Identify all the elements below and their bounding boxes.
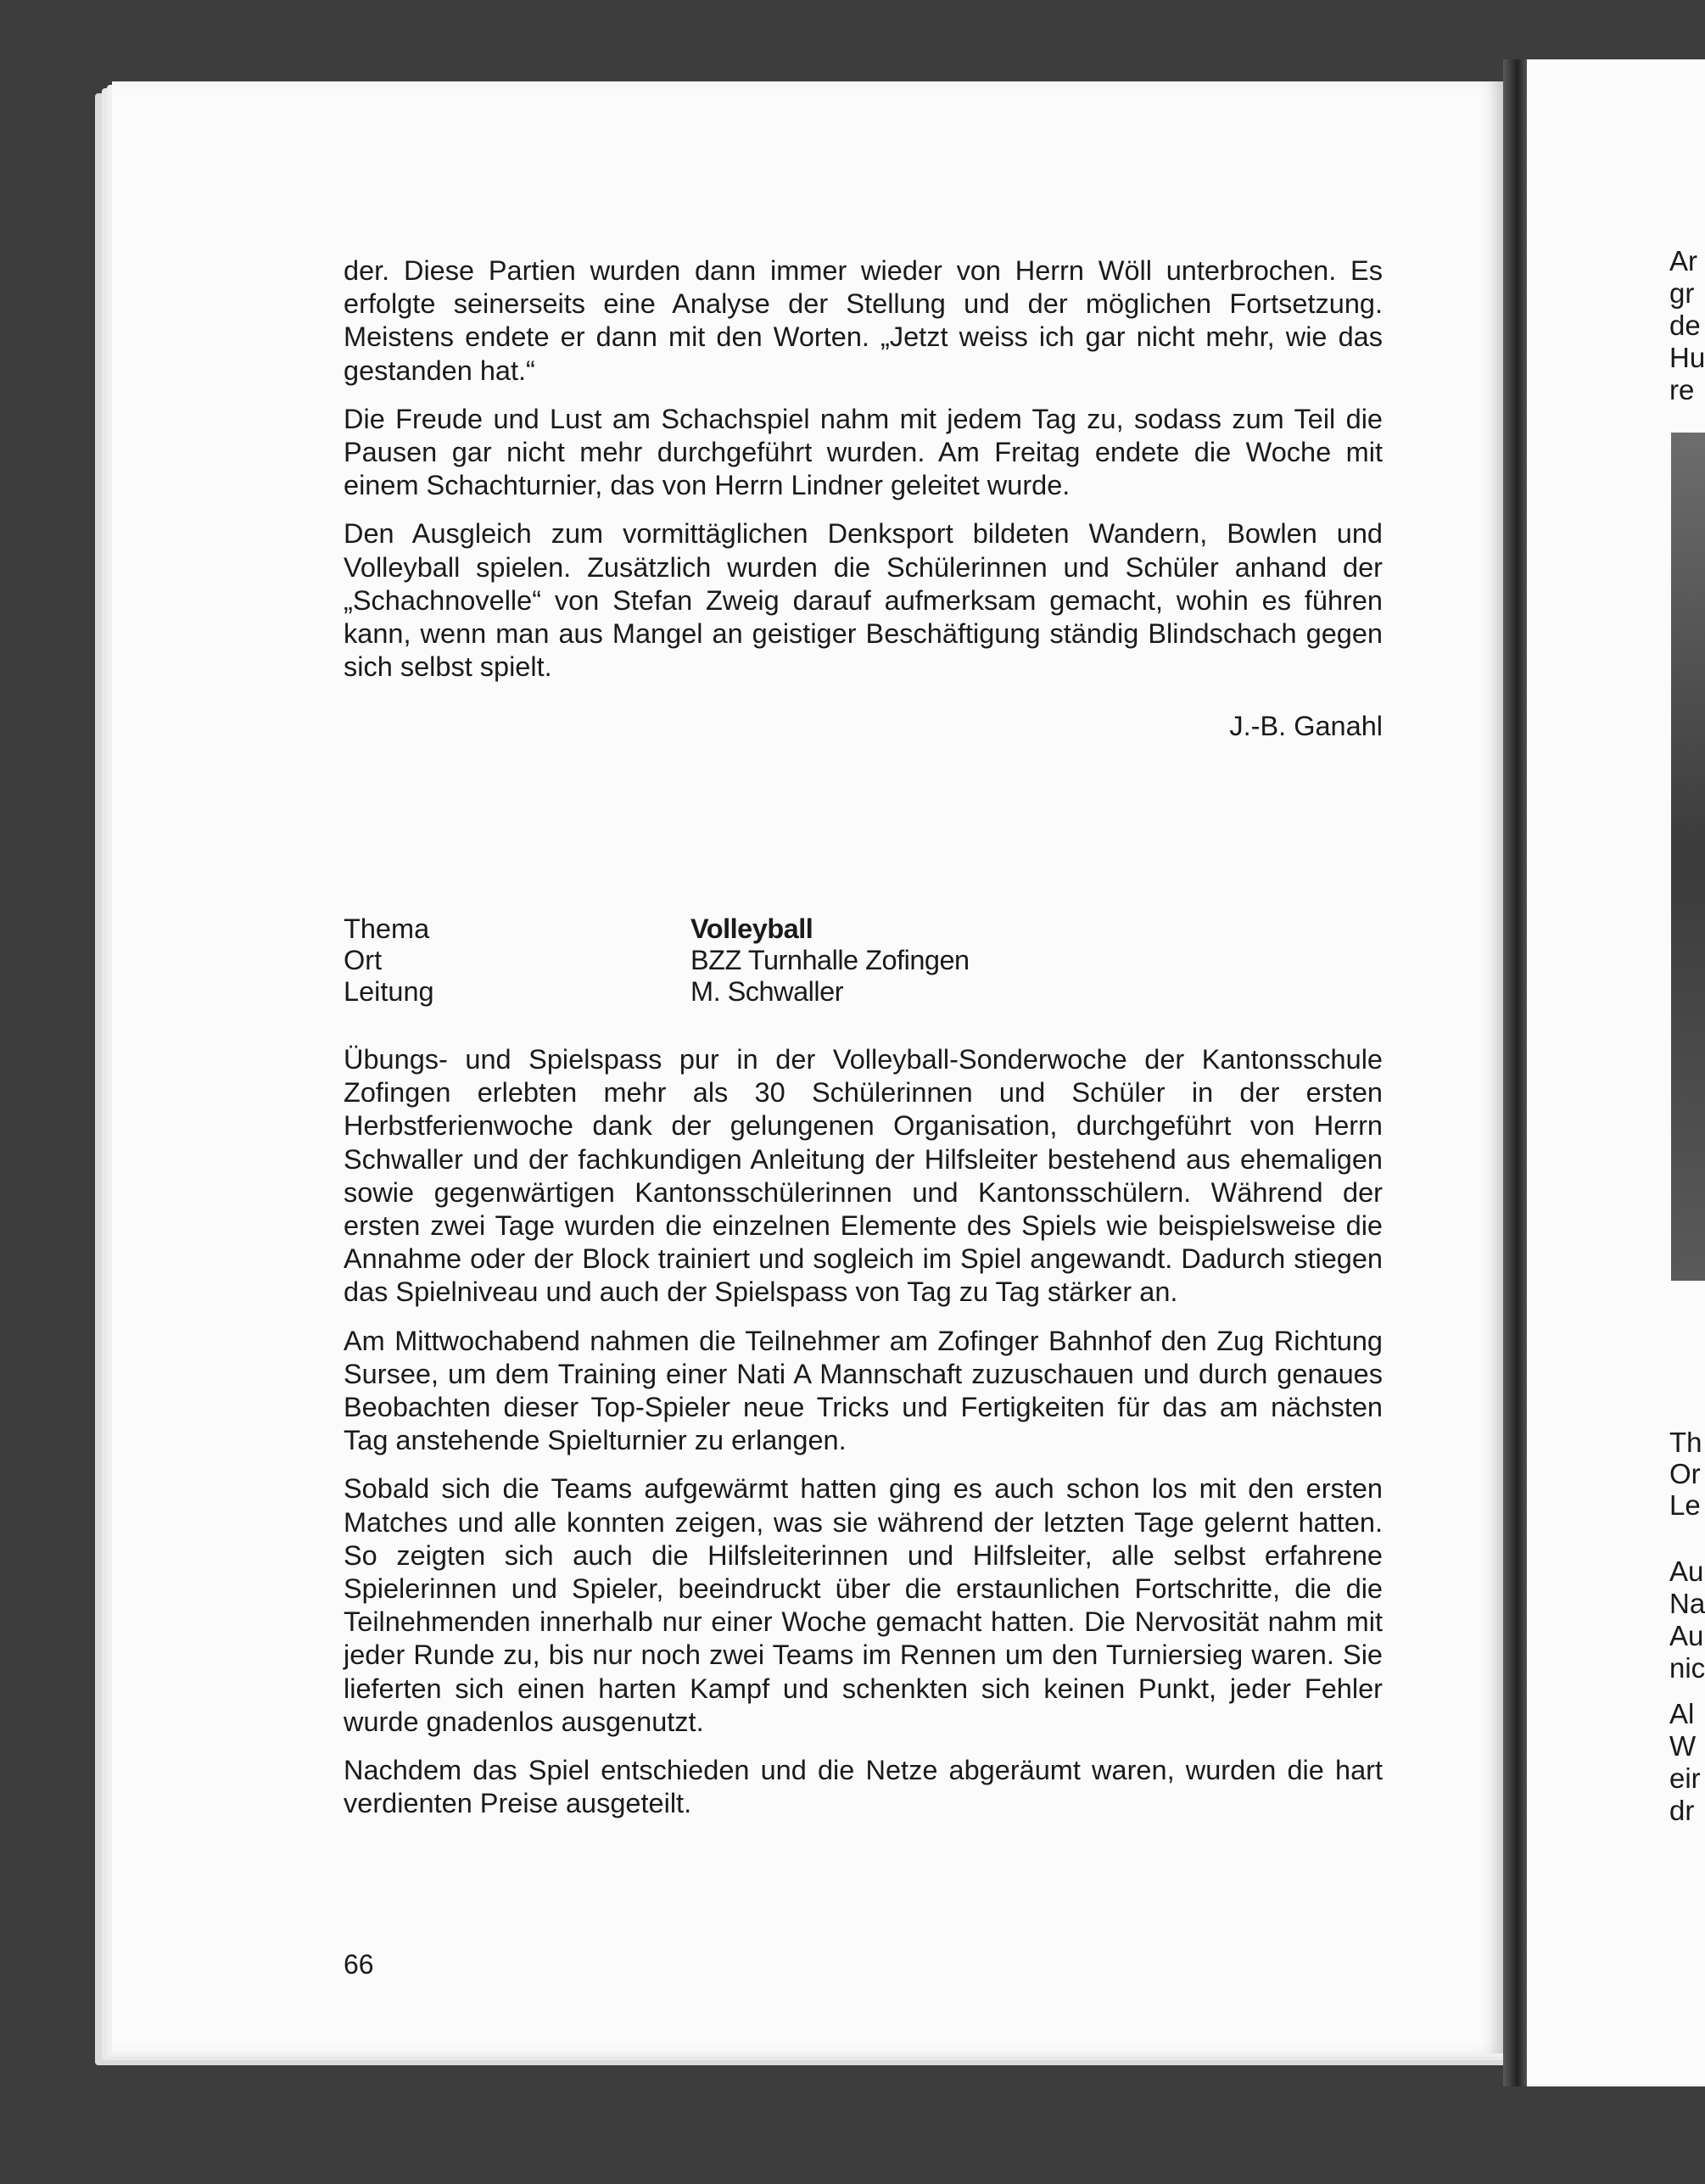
right-fragment: gr bbox=[1669, 277, 1695, 309]
right-fragment: Th bbox=[1669, 1427, 1702, 1458]
ort-value: BZZ Turnhalle Zofingen bbox=[690, 945, 970, 975]
volleyball-section-body bbox=[344, 1043, 1383, 1835]
right-fragment: de bbox=[1669, 310, 1701, 341]
page-number: 66 bbox=[344, 1949, 374, 1980]
thema-value: Volleyball bbox=[690, 913, 813, 944]
paragraph: Übungs- und Spielspass pur in der Volleyball-Sonderwoche der Kantonsschule Zofingen erlebten mehr als 30 Schülerinnen und Schüler in der ersten Herbstferienwoche dank der gelungenen Organisation, durchgeführt von Herrn Schwaller und der fachkundigen Anleitung der Hilfsleiter bestehend aus ehemaligen sowie gegenwärtigen Kantonsschülerinnen und Kantonsschülern. Während der ersten zwei Tage wurden die einzelnen Elemente des Spiels wie beispielsweise die Annahme oder der Block trainiert und sogleich im Spiel angewandt. Dadurch stiegen das Spielniveau und auch der Spielspass von Tag zu Tag stärker an. bbox=[344, 1044, 1383, 1308]
paragraph: der. Diese Partien wurden dann immer wieder von Herrn Wöll unterbrochen. Es erfolgte seinerseits eine Analyse der Stellung und der möglichen Fortsetzung. Meistens endete er dann mit den Worten. „Jetzt weiss ich gar nicht mehr, wie das gestanden hat.“ bbox=[344, 255, 1383, 386]
thema-label: Thema bbox=[344, 913, 430, 944]
right-fragment: eir bbox=[1669, 1762, 1701, 1794]
right-fragment: Ar bbox=[1669, 245, 1697, 276]
ort-label: Ort bbox=[344, 945, 383, 975]
right-fragment: Or bbox=[1669, 1458, 1701, 1489]
right-fragment: Au bbox=[1669, 1620, 1704, 1651]
right-fragment: Al bbox=[1669, 1698, 1695, 1729]
paragraph: Nachdem das Spiel entschieden und die Netze abgeräumt waren, wurden die hart verdienten Preise ausgeteilt. bbox=[344, 1755, 1383, 1819]
leitung-value: M. Schwaller bbox=[690, 976, 844, 1007]
paragraph: Die Freude und Lust am Schachspiel nahm mit jedem Tag zu, sodass zum Teil die Pausen gar nicht mehr durchgeführt wurden. Am Freitag endete die Woche mit einem Schachturnier, das von Herrn Lindner geleitet wurde. bbox=[344, 403, 1383, 501]
right-fragment: W bbox=[1669, 1730, 1697, 1762]
right-fragment: dr bbox=[1669, 1795, 1695, 1826]
right-fragment: Au bbox=[1669, 1556, 1704, 1587]
paragraph: Sobald sich die Teams aufgewärmt hatten ging es auch schon los mit den ersten Matches und alle konnten zeigen, was sie während der letzten Tage gelernt hatten. So zeigten sich auch die Hilfsleiterinnen und Hilfsleiter, alle selbst erfahrene Spielerinnen und Spieler, beeindruckt über die erstaunlichen Fortschritte, die die Teilnehmenden innerhalb nur einer Woche gemacht hatten. Die Nervosität nahm mit jeder Runde zu, bis nur noch zwei Teams im Rennen um den Turniersieg waren. Sie lieferten sich einen harten Kampf und schenkten sich keinen Punkt, jeder Fehler wurde gnadenlos ausgenutzt. bbox=[344, 1473, 1383, 1737]
paragraph: Den Ausgleich zum vormittäglichen Denksport bildeten Wandern, Bowlen und Volleyball spielen. Zusätzlich wurden die Schülerinnen und Schüler anhand der „Schachnovelle“ von Stefan Zweig darauf aufmerksam gemacht, wohin es führen kann, wenn man aus Mangel an geistiger Beschäftigung ständig Blindschach gegen sich selbst spielt. bbox=[344, 518, 1383, 683]
author-signature: J.-B. Ganahl bbox=[1229, 711, 1383, 741]
leitung-label: Leitung bbox=[344, 976, 434, 1007]
right-page-text bbox=[1527, 59, 1705, 2086]
right-fragment: nic bbox=[1669, 1652, 1705, 1684]
book-gutter bbox=[1503, 59, 1527, 2086]
chess-section-body bbox=[344, 254, 1383, 699]
right-fragment: Le bbox=[1669, 1489, 1701, 1521]
right-fragment: re bbox=[1669, 374, 1695, 405]
right-fragment: Na bbox=[1669, 1588, 1705, 1619]
paragraph: Am Mittwochabend nahmen die Teilnehmer am Zofinger Bahnhof den Zug Richtung Sursee, um dem Training einer Nati A Mannschaft zuzuschauen und durch genaues Beobachten dieser Top-Spieler neue Tricks und Fertigkeiten für das am nächsten Tag anstehende Spielturnier zu erlangen. bbox=[344, 1325, 1383, 1456]
right-fragment: Hu bbox=[1669, 342, 1705, 373]
